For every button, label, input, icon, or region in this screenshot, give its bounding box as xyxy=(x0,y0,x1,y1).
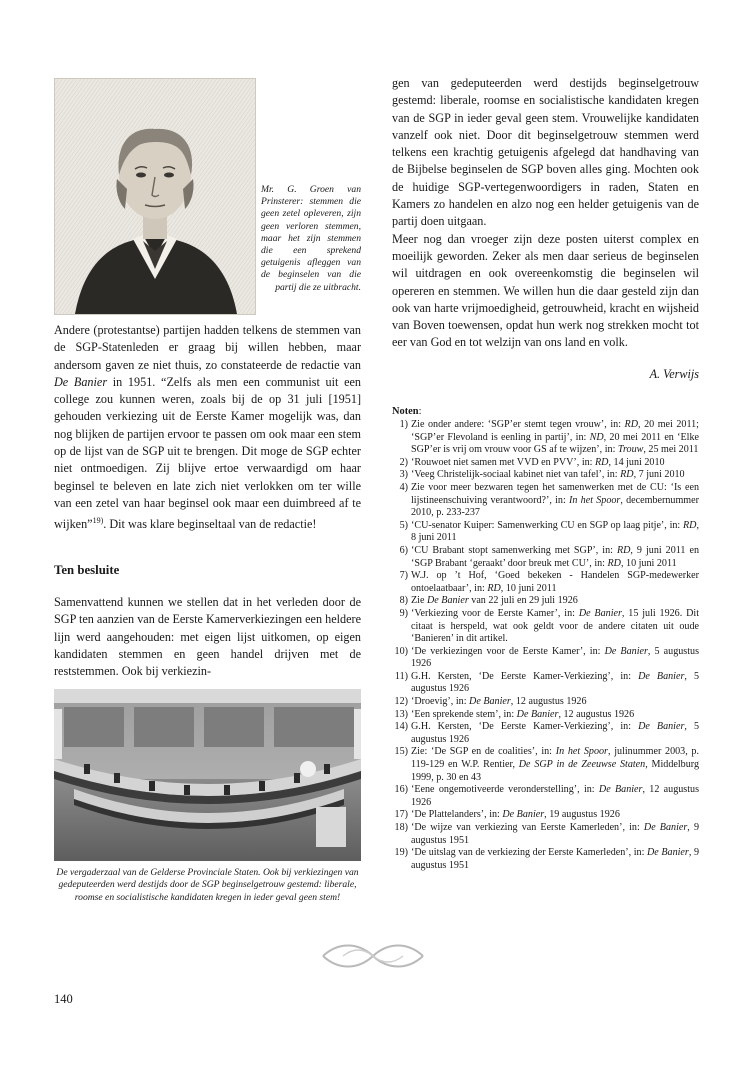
notes-list xyxy=(392,419,699,872)
note-item: 2) ‘Rouwoet niet samen met VVD en PVV’, in: RD, 14 juni 2010 xyxy=(399,456,665,468)
page-number: 140 xyxy=(54,992,73,1006)
note-item: 18) ‘De wijze van verkiezing van Eerste Kamerleden’, in: De Banier, 9 augustus 1951 xyxy=(394,822,700,846)
note-item: 17) ‘De Plattelanders’, in: De Banier, 19 augustus 1926 xyxy=(394,809,620,821)
note-item: 5) ‘CU-senator Kuiper: Samenwerking CU en SGP op laag pitje’, in: RD, 8 juni 2011 xyxy=(399,519,699,544)
note-item: 19) ‘De uitslag van de verkiezing der Eerste Kamerleden’, in: De Banier, 9 augustus 1951 xyxy=(394,847,700,871)
photo-caption: De vergaderzaal van de Gelderse Provinciale Staten. Ook bij verkiezingen van gedeputeerden werd destijds door de SGP beginselgetrouw gestemd: liberale, roomse en socialistische kandidaten kregen in ieder geval geen stem! xyxy=(56,867,359,903)
note-item: 8) Zie De Banier van 22 juli en 29 juli 1926 xyxy=(399,595,578,607)
portrait-image xyxy=(54,78,256,315)
note-item: 7) W.J. op ’t Hof, ‘Goed bekeken - Handelen SGP-medewerker ontoelaatbaar’, in: RD, 10 juni 2011 xyxy=(399,570,699,594)
portrait-engraving xyxy=(55,79,255,314)
right-column-text xyxy=(392,75,699,352)
assembly-hall-image xyxy=(54,689,361,861)
note-item: 12) ‘Droevig’, in: De Banier, 12 augustus 1926 xyxy=(394,696,587,708)
notes-title: Noten: xyxy=(392,406,422,417)
note-item: 4) Zie voor meer bezwaren tegen het samenwerken met de CU: ‘Is een lijstineenschuiving verantwoord?’, in: In het Spoor, decembernummer 2010, p. 233-237 xyxy=(399,481,699,519)
note-item: 6) ‘CU Brabant stopt samenwerking met SGP’, in: RD, 9 juni 2011 en ‘SGP Brabant ‘geraakt’ door breuk met CU’, in: RD, 10 juni 2011 xyxy=(399,544,699,569)
assembly-hall-photo xyxy=(54,689,361,861)
note-item: 1) Zie onder andere: ‘SGP’er stemt tegen vrouw’, in: RD, 20 mei 2011; ‘SGP’er Flevoland is eenling in partij’, in: ND, 20 mei 2011 en ‘Elke SGP’er is vrij om vrouw voor GS af te wijzen’, in: Trouw, 25 mei 2011 xyxy=(399,419,700,456)
decorative-ornament xyxy=(318,938,428,974)
note-item: 11) G.H. Kersten, ‘De Eerste Kamer-Verkiezing’, in: De Banier, 5 augustus 1926 xyxy=(394,670,699,695)
note-item: 3) ‘Veeg Christelijk-sociaal kabinet niet van tafel’, in: RD, 7 juni 2010 xyxy=(399,469,685,481)
note-item: 9) ‘Verkiezing voor de Eerste Kamer’, in: De Banier, 15 juli 1926. Dit citaat is herspeld, wat ook geldt voor de andere citaten uit oude ‘Banieren’ in dit artikel. xyxy=(399,607,699,645)
right-paragraph-2: Meer nog dan vroeger zijn deze posten uiterst complex en moeilijk geworden. Zeker als men daar serieus de beginselen wil uitdragen en ook overeenkomstig die beginselen wil opereren en stemmen. We willen hun die daar gesteld zijn dan ook van harte vrijmoedigheid, getrouwheid, kracht en wijsheid van Boven toewensen, opdat hun werk nog strekken mocht tot eer van God en tot welzijn van ons land en volk. xyxy=(392,231,699,350)
author-signature: A. Verwijs xyxy=(649,367,699,381)
note-item: 10) ‘De verkiezingen voor de Eerste Kamer’, in: De Banier, 5 augustus 1926 xyxy=(394,645,699,670)
left-paragraph-2: Samenvattend kunnen we stellen dat in het verleden door de SGP ten aanzien van de Eerste Kamerverkiezingen een heldere lijn werd aangehouden: met eigen lijst uitkomen, op eigen kandidaten stemmen en geen handel drijven met de reststemmen. Ook bij verkiezin- xyxy=(54,595,361,679)
portrait-caption: Mr. G. Groen van Prinsterer: stemmen die geen zetel opleveren, zijn geen verloren stemmen, maar het zijn stemmen die een sprekend getuigenis afleggen van de beginselen van die partij die ze uitbracht. xyxy=(261,184,361,293)
flourish-icon xyxy=(318,938,428,974)
note-item: 15) Zie: ‘De SGP en de coalities’, in: In het Spoor, julinummer 2003, p. 119-129 en W.P. Rentier, De SGP in de Zeeuwse Staten, Middelburg 1999, p. 30 en 43 xyxy=(394,746,700,783)
note-item: 16) ‘Eene ongemotiveerde veronderstelling’, in: De Banier, 12 augustus 1926 xyxy=(394,784,700,808)
right-paragraph-1: gen van gedeputeerden werd destijds beginselgetrouw gestemd: liberale, roomse en socialistische kandidaten kregen van de SGP in ieder geval geen stem. Vrouwelijke kandidaten vanzelf ook niet. Door dit beginselgetrouw stemmen werd telkens een krachtig getuigenis afgelegd dat handhaving van de Bijbelse beginselen de SGP boven alles ging. Mochten ook de huidige SGP-vertegenwoordigers in raden, Staten en Kamers zo handelen en alzo nog een helder getuigenis van de partij doen uitgaan. xyxy=(392,76,699,229)
note-item: 14) G.H. Kersten, ‘De Eerste Kamer-Verkiezing’, in: De Banier, 5 augustus 1926 xyxy=(394,721,699,745)
left-paragraph-1: Andere (protestantse) partijen hadden telkens de stemmen van de SGP-Statenleden er graag bij willen hebben, maar andersom gaven ze niet thuis, zo constateerde de redactie van De Banier in 1951. “Zelfs als men een communist uit een college zou kunnen weren, zoals bij de op 31 juli [1951] gehouden verkiezing uit de Eerste Kamer mogelijk was, dan nog blijken de partijen ervoor te passen om ook maar een stem op de lijst van de SGP uit te brengen. Dit moge de SGP echter niet ontmoedigen. Zij blijve ertoe verwaardigd om haar beginsel te beleven en late zich niet verlokken om ter wille van een zetel van haar beginsel ook maar een duimbreed af te wijken”$^{19)}$. Dit was klare beginseltaal van de redactie! xyxy=(54,323,361,532)
note-item: 13) ‘Een sprekende stem’, in: De Banier, 12 augustus 1926 xyxy=(394,708,635,720)
section-heading: Ten besluite xyxy=(54,563,120,577)
